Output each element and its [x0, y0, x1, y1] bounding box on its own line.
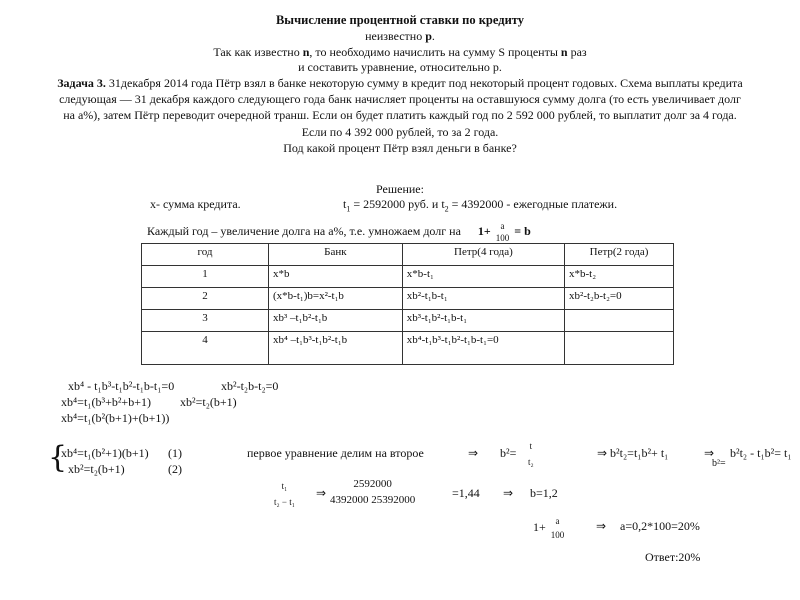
- text: .: [431, 29, 435, 43]
- table-cell: x*b: [269, 266, 403, 288]
- denominator: t₂ − t₁: [274, 497, 295, 507]
- denominator: 100: [550, 530, 565, 540]
- implies-arrow: ⇒: [316, 486, 327, 500]
- header-cell: Петр(2 года): [565, 244, 674, 266]
- text: = 4392000 - ежегодные платежи.: [448, 197, 618, 211]
- var-n: n: [302, 45, 310, 59]
- table-row: [142, 288, 674, 310]
- table-cell: [565, 310, 674, 332]
- fraction: [272, 478, 297, 510]
- table-cell: 2: [142, 288, 269, 310]
- derivation-step: b²t₂ - t₁b²= t₁: [730, 446, 792, 460]
- text: , то необходимо начислить на сумму S проценты: [309, 45, 561, 59]
- fraction: [330, 476, 415, 508]
- numerator: t₁: [281, 481, 288, 491]
- derivation-line: xb⁴ - t₁b³-t₁b²-t₁b-t₁=0: [68, 379, 175, 393]
- numerator: t: [529, 441, 533, 451]
- b-squared-eq: b²=: [500, 446, 517, 460]
- table-cell: xb²-t₂b-t₂=0: [565, 288, 674, 310]
- derivation-line: xb²-t₂b-t₂=0: [221, 379, 279, 393]
- table-cell: xb²-t₁b-t₁: [402, 288, 564, 310]
- unknown-p-line: [0, 29, 800, 44]
- fraction: [526, 438, 536, 470]
- system-equation-2: xb²=t₂(b+1): [68, 462, 125, 476]
- task-question: Под какой процент Пётр взял деньги в банке?: [283, 140, 517, 155]
- denominator: t₂: [528, 457, 534, 467]
- task-paragraph: [55, 75, 745, 156]
- denominator: 4392000 25392000: [330, 494, 416, 506]
- system-equation-1: xb⁴=t₁(b²+1)(b+1): [61, 446, 149, 460]
- task-label: Задача 3.: [57, 76, 106, 90]
- implies-arrow: ⇒: [704, 446, 715, 460]
- text: = 2592000 руб. и t: [350, 197, 445, 211]
- answer: Ответ:20%: [645, 550, 701, 564]
- text: Каждый год – увеличение долга на a%, т.е. умножаем долг на: [147, 223, 461, 238]
- table-header-row: [142, 244, 674, 266]
- text: раз: [567, 45, 587, 59]
- table-row: [142, 310, 674, 332]
- numerator: a: [500, 221, 505, 231]
- system-brace: {: [48, 440, 68, 475]
- text: 1+: [533, 519, 546, 534]
- implies-arrow: ⇒: [596, 519, 607, 533]
- numerator: 2592000: [353, 478, 392, 490]
- solution-heading: Решение:: [376, 182, 424, 196]
- x-definition: x- сумма кредита.: [150, 197, 241, 211]
- text: = b: [514, 223, 531, 238]
- table-cell: 4: [142, 332, 269, 365]
- table-cell: x*b-t₂: [565, 266, 674, 288]
- text: неизвестно: [365, 29, 426, 43]
- payments-definition: $t_1 = 2592000$ руб. и $t_2 = 4392000$ - ежегодные платежи.: [343, 197, 618, 214]
- result-b: b=1,2: [530, 486, 558, 500]
- task-text: 31декабря 2014 года Пётр взял в банке некоторую сумму в кредит под некоторый процент годовых. Схема выплаты кредита следующая — 31 декабря каждого следующего года банк начисляет проценты на оставшуюся сумму долга (то есть увеличивает долг на a%), затем Пётр переводит очередной транш. Если он будет платить каждый год по 2 592 000 рублей, то выплатит долг за 4 года. Если по 4 392 000 рублей, то за 2 года.: [59, 76, 743, 139]
- table-cell: 1: [142, 266, 269, 288]
- var-n: n: [560, 45, 568, 59]
- equation-number: (1): [168, 446, 182, 460]
- fraction: [496, 220, 510, 244]
- numerator: a: [555, 516, 560, 526]
- text: Так как известно: [213, 45, 303, 59]
- divide-text: первое уравнение делим на второе: [247, 446, 424, 460]
- table-cell: xb⁴-t₁b³-t₁b²-t₁b-t₁=0: [402, 332, 564, 365]
- table-cell: [565, 332, 674, 365]
- final-result: a=0,2*100=20%: [620, 519, 700, 533]
- table-cell: xb³ –t₁b²-t₁b: [269, 310, 403, 332]
- header-cell: Петр(4 года): [402, 244, 564, 266]
- implies-arrow: ⇒: [503, 486, 514, 500]
- derivation-line: xb⁴=t₁(b²(b+1)+(b+1)): [61, 411, 170, 425]
- derivation-line: xb⁴=t₁(b³+b²+b+1): [61, 395, 151, 409]
- header-cell: Банк: [269, 244, 403, 266]
- table-cell: (x*b-t₁)b=x²-t₁b: [269, 288, 403, 310]
- denominator: 100: [495, 233, 510, 243]
- derivation-line: xb²=t₂(b+1): [180, 395, 237, 409]
- known-n-line: [0, 45, 800, 60]
- table-cell: xb⁴ –t₁b³-t₁b²-t₁b: [269, 332, 403, 365]
- derivation-step: b²=: [712, 458, 726, 469]
- header-cell: год: [142, 244, 269, 266]
- final-expression: [533, 514, 566, 542]
- result-value: =1,44: [452, 486, 480, 500]
- text: t: [343, 197, 347, 211]
- growth-line: [147, 220, 531, 244]
- var-p: p: [425, 29, 432, 43]
- text: 1+: [477, 223, 491, 238]
- table-cell: x*b-t₁: [402, 266, 564, 288]
- table-row: [142, 332, 674, 365]
- table-row: [142, 266, 674, 288]
- equation-number: (2): [168, 462, 182, 476]
- equation-line: и составить уравнение, относительно p.: [298, 60, 502, 74]
- table-cell: 3: [142, 310, 269, 332]
- implies-arrow: ⇒: [468, 446, 479, 460]
- calculation-table: [141, 243, 674, 365]
- derivation-step: ⇒ b²t₂=t₁b²+ t₁: [597, 446, 669, 460]
- document-title: Вычисление процентной ставки по кредиту: [275, 13, 525, 27]
- table-cell: xb³-t₁b²-t₁b-t₁: [402, 310, 564, 332]
